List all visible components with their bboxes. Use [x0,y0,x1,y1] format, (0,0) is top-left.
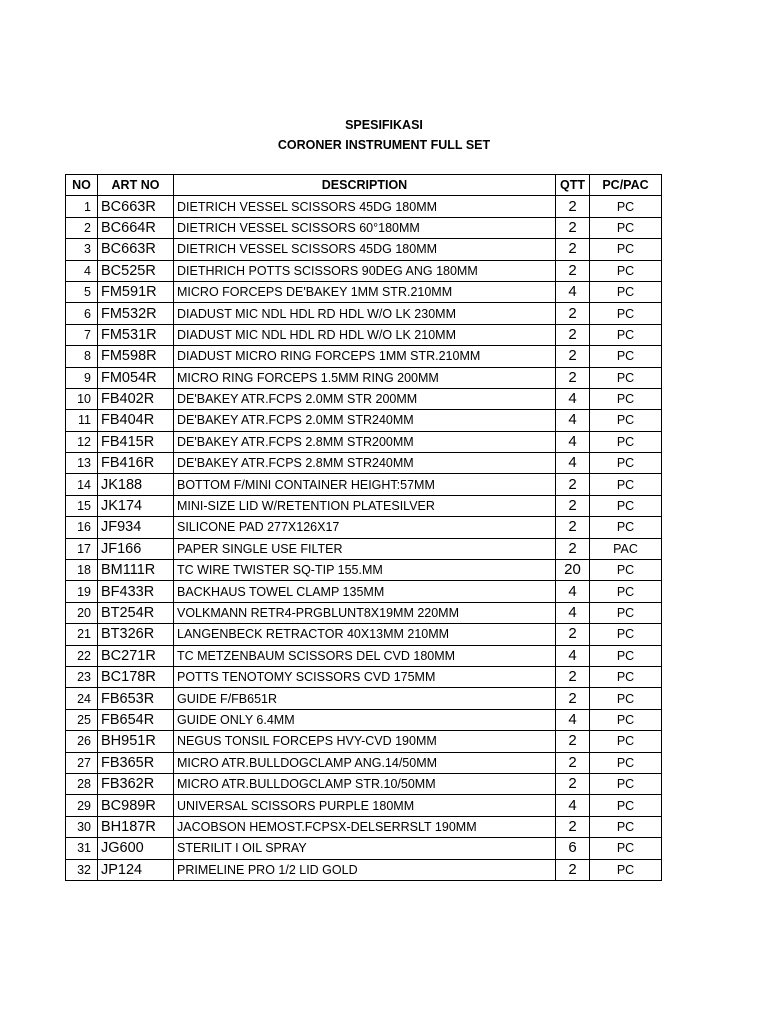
description-cell: TC WIRE TWISTER SQ-TIP 155.MM [174,560,556,581]
article-number-cell: BT254R [98,602,174,623]
unit-cell: PC [590,474,662,495]
article-number-cell: BC663R [98,239,174,260]
table-row [66,688,662,709]
description-cell: MICRO FORCEPS DE'BAKEY 1MM STR.210MM [174,281,556,302]
table-row [66,602,662,623]
row-number-cell: 25 [66,709,98,730]
row-number-cell: 3 [66,239,98,260]
row-number-cell: 5 [66,281,98,302]
row-number-cell: 2 [66,217,98,238]
table-row [66,645,662,666]
unit-cell: PC [590,453,662,474]
description-cell: NEGUS TONSIL FORCEPS HVY-CVD 190MM [174,731,556,752]
row-number-cell: 27 [66,752,98,773]
article-number-cell: BC664R [98,217,174,238]
article-number-cell: BT326R [98,624,174,645]
description-cell: DE'BAKEY ATR.FCPS 2.8MM STR200MM [174,431,556,452]
document-title: SPESIFIKASI [345,118,423,132]
row-number-cell: 31 [66,838,98,859]
article-number-cell: BC989R [98,795,174,816]
description-cell: TC METZENBAUM SCISSORS DEL CVD 180MM [174,645,556,666]
article-number-cell: FB365R [98,752,174,773]
quantity-cell: 2 [556,217,590,238]
table-row [66,560,662,581]
header-qtt: QTT [556,175,590,196]
description-cell: DIETHRICH POTTS SCISSORS 90DEG ANG 180MM [174,260,556,281]
description-cell: DE'BAKEY ATR.FCPS 2.0MM STR240MM [174,410,556,431]
row-number-cell: 16 [66,517,98,538]
table-row [66,517,662,538]
unit-cell: PC [590,517,662,538]
table-row [66,281,662,302]
table-row [66,346,662,367]
row-number-cell: 29 [66,795,98,816]
description-cell: MICRO ATR.BULLDOGCLAMP STR.10/50MM [174,773,556,794]
article-number-cell: BH951R [98,731,174,752]
header-description: DESCRIPTION [174,175,556,196]
quantity-cell: 2 [556,239,590,260]
quantity-cell: 2 [556,731,590,752]
article-number-cell: JP124 [98,859,174,880]
unit-cell: PC [590,367,662,388]
article-number-cell: JG600 [98,838,174,859]
quantity-cell: 4 [556,645,590,666]
quantity-cell: 2 [556,196,590,217]
row-number-cell: 19 [66,581,98,602]
instrument-table [65,174,662,881]
row-number-cell: 20 [66,602,98,623]
description-cell: JACOBSON HEMOST.FCPSX-DELSERRSLT 190MM [174,816,556,837]
description-cell: DE'BAKEY ATR.FCPS 2.0MM STR 200MM [174,388,556,409]
quantity-cell: 4 [556,602,590,623]
description-cell: SILICONE PAD 277X126X17 [174,517,556,538]
unit-cell: PC [590,773,662,794]
row-number-cell: 10 [66,388,98,409]
row-number-cell: 24 [66,688,98,709]
unit-cell: PAC [590,538,662,559]
row-number-cell: 6 [66,303,98,324]
quantity-cell: 2 [556,260,590,281]
article-number-cell: BF433R [98,581,174,602]
description-cell: DE'BAKEY ATR.FCPS 2.8MM STR240MM [174,453,556,474]
article-number-cell: FM591R [98,281,174,302]
article-number-cell: FM531R [98,324,174,345]
unit-cell: PC [590,324,662,345]
unit-cell: PC [590,581,662,602]
unit-cell: PC [590,731,662,752]
row-number-cell: 11 [66,410,98,431]
row-number-cell: 8 [66,346,98,367]
unit-cell: PC [590,239,662,260]
description-cell: MICRO RING FORCEPS 1.5MM RING 200MM [174,367,556,388]
row-number-cell: 14 [66,474,98,495]
row-number-cell: 9 [66,367,98,388]
description-cell: DIETRICH VESSEL SCISSORS 60°180MM [174,217,556,238]
quantity-cell: 6 [556,838,590,859]
table-row [66,581,662,602]
table-row [66,859,662,880]
row-number-cell: 7 [66,324,98,345]
unit-cell: PC [590,666,662,687]
description-cell: BACKHAUS TOWEL CLAMP 135MM [174,581,556,602]
unit-cell: PC [590,688,662,709]
unit-cell: PC [590,260,662,281]
quantity-cell: 2 [556,752,590,773]
article-number-cell: JF166 [98,538,174,559]
article-number-cell: BC525R [98,260,174,281]
table-row [66,388,662,409]
quantity-cell: 2 [556,474,590,495]
description-cell: MINI-SIZE LID W/RETENTION PLATESILVER [174,495,556,516]
description-cell: GUIDE F/FB651R [174,688,556,709]
table-row [66,410,662,431]
article-number-cell: FB416R [98,453,174,474]
table-body [66,196,662,881]
unit-cell: PC [590,752,662,773]
quantity-cell: 2 [556,517,590,538]
article-number-cell: BM111R [98,560,174,581]
description-cell: BOTTOM F/MINI CONTAINER HEIGHT:57MM [174,474,556,495]
unit-cell: PC [590,431,662,452]
table-row [66,367,662,388]
description-cell: PAPER SINGLE USE FILTER [174,538,556,559]
quantity-cell: 20 [556,560,590,581]
table-row [66,624,662,645]
table-row [66,324,662,345]
row-number-cell: 30 [66,816,98,837]
quantity-cell: 2 [556,666,590,687]
unit-cell: PC [590,859,662,880]
description-cell: MICRO ATR.BULLDOGCLAMP ANG.14/50MM [174,752,556,773]
document-subtitle: CORONER INSTRUMENT FULL SET [277,138,491,152]
unit-cell: PC [590,560,662,581]
header-unit: PC/PAC [590,175,662,196]
unit-cell: PC [590,410,662,431]
quantity-cell: 2 [556,303,590,324]
quantity-cell: 4 [556,281,590,302]
table-row [66,474,662,495]
table-row [66,731,662,752]
unit-cell: PC [590,816,662,837]
quantity-cell: 4 [556,795,590,816]
description-cell: DIETRICH VESSEL SCISSORS 45DG 180MM [174,239,556,260]
unit-cell: PC [590,624,662,645]
row-number-cell: 21 [66,624,98,645]
unit-cell: PC [590,838,662,859]
article-number-cell: JF934 [98,517,174,538]
article-number-cell: FM532R [98,303,174,324]
quantity-cell: 2 [556,346,590,367]
article-number-cell: BC178R [98,666,174,687]
description-cell: DIADUST MIC NDL HDL RD HDL W/O LK 210MM [174,324,556,345]
article-number-cell: BC663R [98,196,174,217]
table-row [66,303,662,324]
header-no: NO [66,175,98,196]
row-number-cell: 23 [66,666,98,687]
quantity-cell: 2 [556,816,590,837]
row-number-cell: 26 [66,731,98,752]
article-number-cell: FB415R [98,431,174,452]
table-row [66,431,662,452]
description-cell: DIETRICH VESSEL SCISSORS 45DG 180MM [174,196,556,217]
article-number-cell: FM598R [98,346,174,367]
table-row [66,773,662,794]
unit-cell: PC [590,645,662,666]
quantity-cell: 4 [556,581,590,602]
header-art-no: ART NO [98,175,174,196]
table-row [66,538,662,559]
unit-cell: PC [590,303,662,324]
table-row [66,838,662,859]
unit-cell: PC [590,795,662,816]
quantity-cell: 4 [556,431,590,452]
row-number-cell: 15 [66,495,98,516]
article-number-cell: FB362R [98,773,174,794]
quantity-cell: 2 [556,324,590,345]
unit-cell: PC [590,346,662,367]
unit-cell: PC [590,281,662,302]
row-number-cell: 18 [66,560,98,581]
article-number-cell: FB402R [98,388,174,409]
article-number-cell: FB653R [98,688,174,709]
row-number-cell: 13 [66,453,98,474]
table-row [66,795,662,816]
quantity-cell: 4 [556,410,590,431]
description-cell: UNIVERSAL SCISSORS PURPLE 180MM [174,795,556,816]
table-row [66,752,662,773]
quantity-cell: 4 [556,388,590,409]
article-number-cell: JK188 [98,474,174,495]
row-number-cell: 17 [66,538,98,559]
table-row [66,196,662,217]
row-number-cell: 32 [66,859,98,880]
row-number-cell: 28 [66,773,98,794]
quantity-cell: 2 [556,624,590,645]
table-row [66,495,662,516]
unit-cell: PC [590,388,662,409]
table-row [66,239,662,260]
description-cell: VOLKMANN RETR4-PRGBLUNT8X19MM 220MM [174,602,556,623]
description-cell: LANGENBECK RETRACTOR 40X13MM 210MM [174,624,556,645]
description-cell: PRIMELINE PRO 1/2 LID GOLD [174,859,556,880]
row-number-cell: 22 [66,645,98,666]
description-cell: GUIDE ONLY 6.4MM [174,709,556,730]
table-row [66,816,662,837]
unit-cell: PC [590,709,662,730]
description-cell: DIADUST MICRO RING FORCEPS 1MM STR.210MM [174,346,556,367]
quantity-cell: 2 [556,367,590,388]
description-cell: DIADUST MIC NDL HDL RD HDL W/O LK 230MM [174,303,556,324]
row-number-cell: 4 [66,260,98,281]
quantity-cell: 2 [556,495,590,516]
quantity-cell: 4 [556,709,590,730]
table-row [66,453,662,474]
description-cell: POTTS TENOTOMY SCISSORS CVD 175MM [174,666,556,687]
quantity-cell: 4 [556,453,590,474]
table-row [66,709,662,730]
quantity-cell: 2 [556,688,590,709]
table-row [66,217,662,238]
article-number-cell: BH187R [98,816,174,837]
row-number-cell: 1 [66,196,98,217]
article-number-cell: FM054R [98,367,174,388]
article-number-cell: FB654R [98,709,174,730]
article-number-cell: FB404R [98,410,174,431]
quantity-cell: 2 [556,538,590,559]
unit-cell: PC [590,196,662,217]
article-number-cell: JK174 [98,495,174,516]
unit-cell: PC [590,495,662,516]
description-cell: STERILIT I OIL SPRAY [174,838,556,859]
unit-cell: PC [590,602,662,623]
table-row [66,666,662,687]
article-number-cell: BC271R [98,645,174,666]
row-number-cell: 12 [66,431,98,452]
quantity-cell: 2 [556,859,590,880]
unit-cell: PC [590,217,662,238]
table-row [66,260,662,281]
quantity-cell: 2 [556,773,590,794]
table-header-row [66,175,662,196]
